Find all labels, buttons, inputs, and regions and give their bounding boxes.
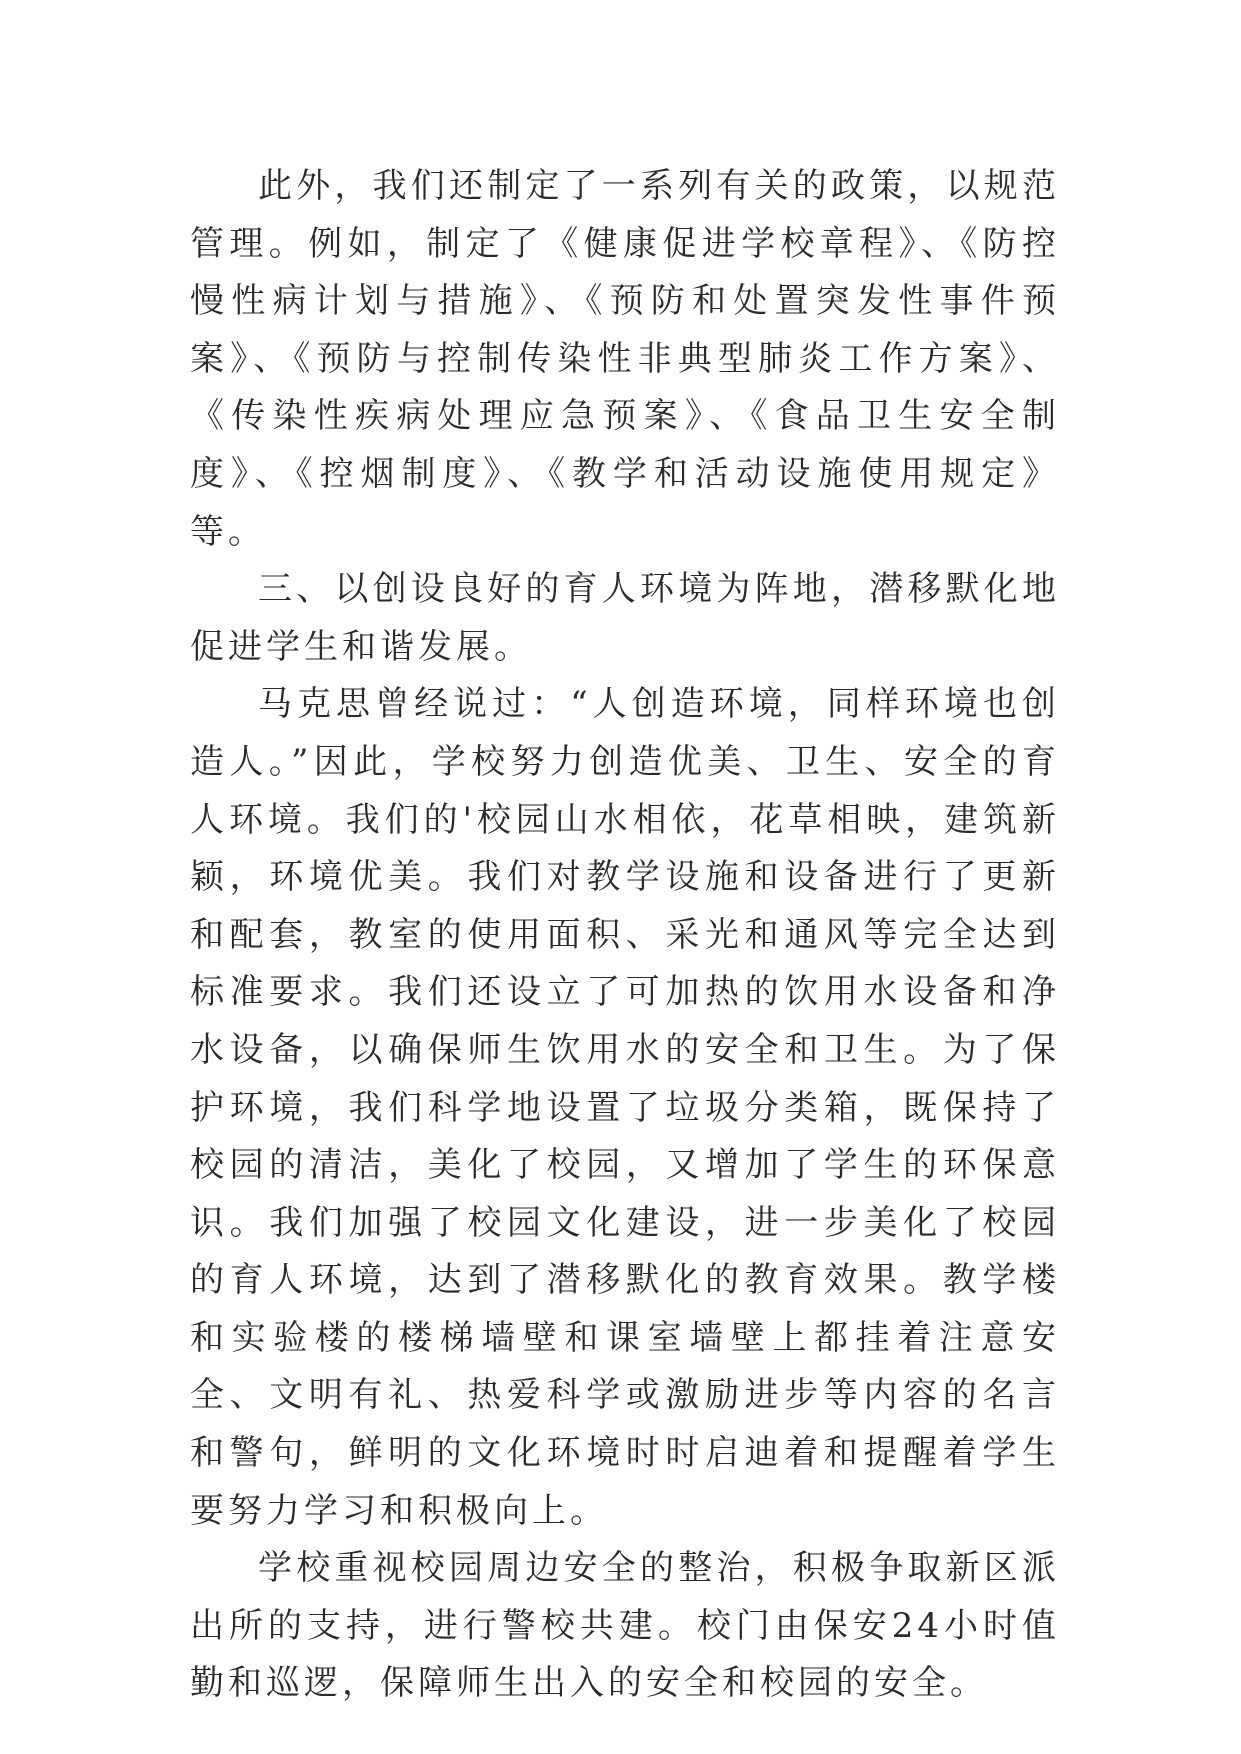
paragraph-policies: 此外，我们还制定了一系列有关的政策，以规范管理。例如，制定了《健康促进学校章程》、《防控慢性病计划与措施》、《预防和处置突发性事件预案》、《预防与控制传染性非典型肺炎工作方案》、《传染性疾病处理应急预案》、《食品卫生安全制度》、《控烟制度》、《教学和活动设施使用规定》等。 [190,166,1060,552]
paragraph-section-heading: 三、以创设良好的育人环境为阵地，潜移默化地促进学生和谐发展。 [190,569,1060,667]
paragraph-environment: 马克思曾经说过：“人创造环境，同样环境也创造人。”因此，学校努力创造优美、卫生、安全的育人环境。我们的'校园山水相依，花草相映，建筑新颖，环境优美。我们对教学设施和设备进行了更新和配套，教室的使用面积、采光和通风等完全达到标准要求。我们还设立了可加热的饮用水设备和净水设备，以确保师生饮用水的安全和卫生。为了保护环境，我们科学地设置了垃圾分类箱，既保持了校园的清洁，美化了校园，又增加了学生的环保意识。我们加强了校园文化建设，进一步美化了校园的育人环境，达到了潜移默化的教育效果。教学楼和实验楼的楼梯墙壁和课室墙壁上都挂着注意安全、文明有礼、热爱科学或激励进步等内容的名言和警句，鲜明的文化环境时时启迪着和提醒着学生要努力学习和积极向上。 [190,684,1060,1531]
document-body [190,158,1060,1713]
paragraph-campus-safety: 学校重视校园周边安全的整治，积极争取新区派出所的支持，进行警校共建。校门由保安24小时值勤和巡逻，保障师生出入的安全和校园的安全。 [190,1548,1060,1704]
